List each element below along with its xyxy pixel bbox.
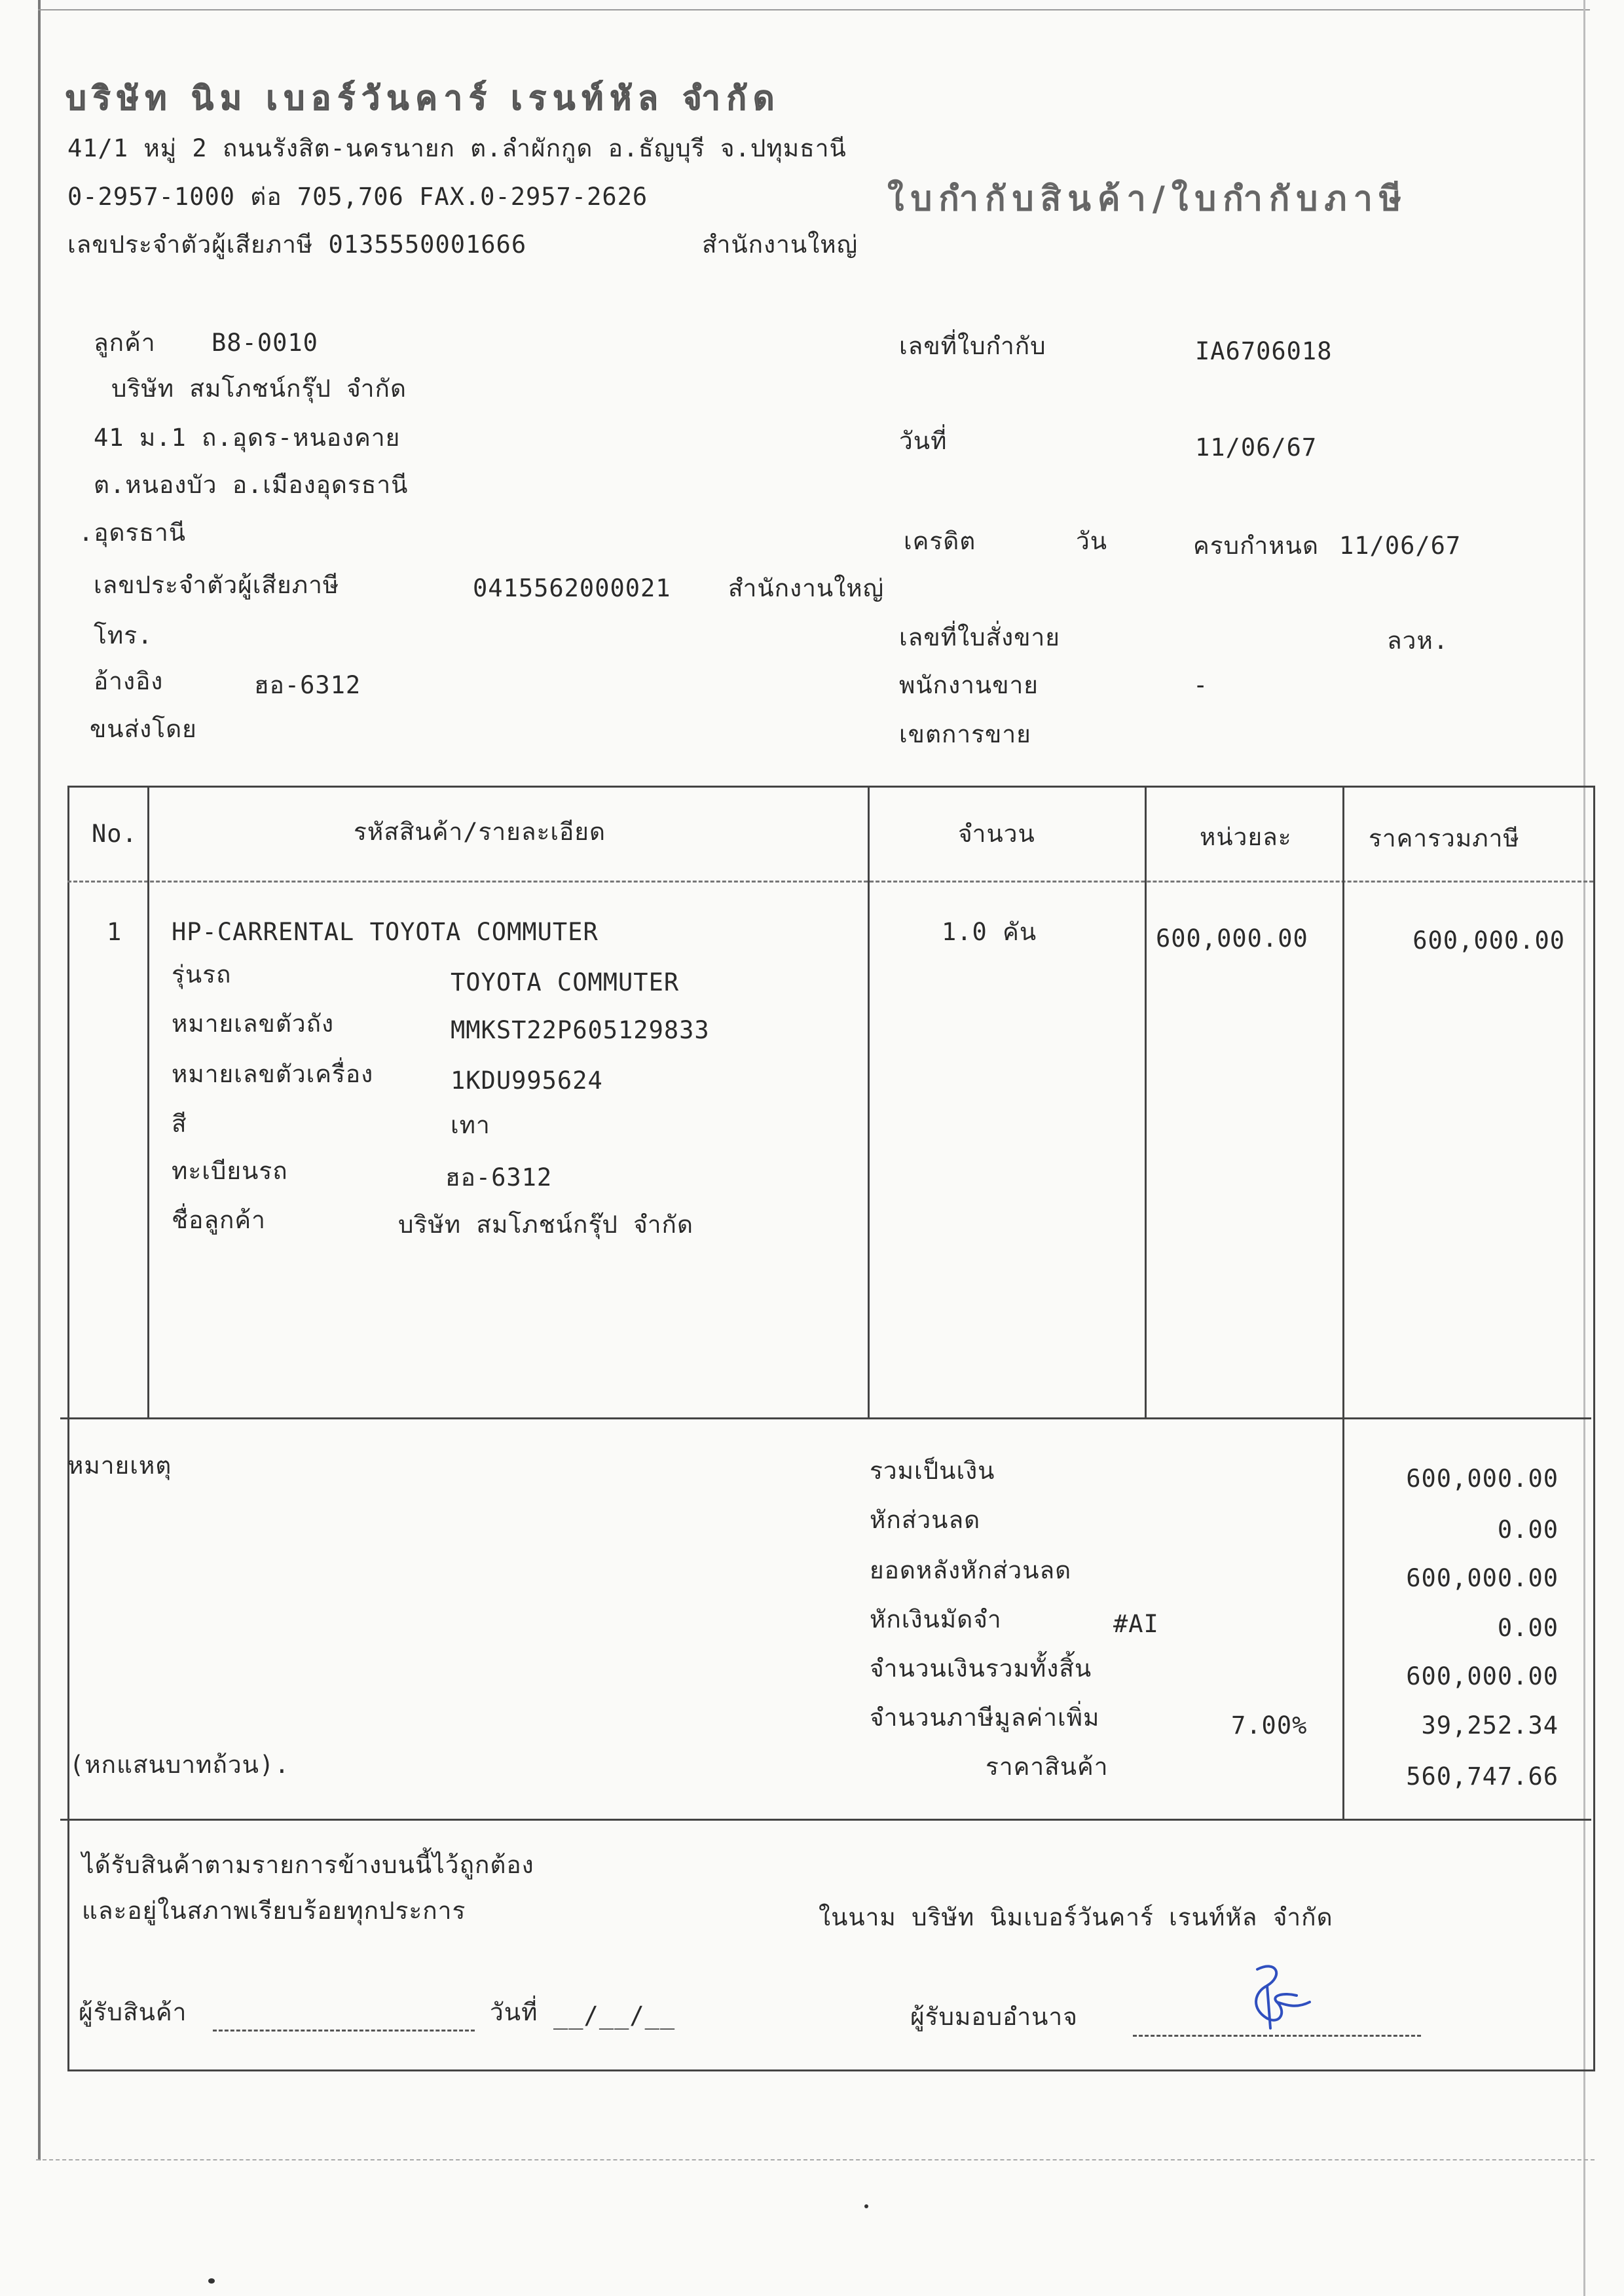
col-divider-2 xyxy=(868,786,870,1417)
header-separator xyxy=(67,881,1593,883)
credit-unit: วัน xyxy=(1076,527,1108,555)
due-label: ครบกำหนด xyxy=(1193,532,1319,560)
header-no: No. xyxy=(92,820,138,848)
summary-value: 39,252.34 xyxy=(1421,1711,1559,1740)
receive-date-label: วันที่ xyxy=(490,1998,538,2026)
detail-value: TOYOTA COMMUTER xyxy=(451,968,680,996)
company-name: บริษัท นิม เบอร์วันคาร์ เรนท์หัล จำกัด xyxy=(65,79,781,117)
summary-label: รวมเป็นเงิน xyxy=(870,1457,995,1485)
invoice-number-label: เลขที่ใบกำกับ xyxy=(899,332,1046,360)
shipping-label: ขนส่งโดย xyxy=(90,715,197,743)
reference-value: ฮอ-6312 xyxy=(254,671,361,699)
customer-code: B8-0010 xyxy=(212,329,318,357)
customer-phone-label: โทร. xyxy=(94,621,153,649)
sales-order-label: เลขที่ใบสั่งขาย xyxy=(899,623,1060,651)
summary-extra: 7.00% xyxy=(1231,1711,1308,1740)
remarks-label: หมายเหตุ xyxy=(67,1451,172,1480)
company-tax-id: เลขประจำตัวผู้เสียภาษี 0135550001666 xyxy=(67,230,527,259)
detail-label: หมายเลขตัวถัง xyxy=(172,1010,335,1038)
summary-value: 600,000.00 xyxy=(1406,1564,1559,1592)
detail-label: ทะเบียนรถ xyxy=(172,1157,288,1185)
detail-label: สี xyxy=(172,1110,187,1138)
detail-value: 1KDU995624 xyxy=(451,1066,603,1095)
summary-value: 0.00 xyxy=(1497,1516,1559,1544)
header-total: ราคารวมภาษี xyxy=(1369,824,1520,852)
summary-label: หักเงินมัดจำ xyxy=(870,1605,1002,1633)
invoice-date: 11/06/67 xyxy=(1195,433,1318,462)
due-date: 11/06/67 xyxy=(1339,532,1462,560)
customer-label: ลูกค้า xyxy=(94,329,156,357)
salesperson-label: พนักงานขาย xyxy=(899,671,1039,699)
col-divider-3 xyxy=(1145,786,1147,1417)
received-line-2: และอยู่ในสภาพเรียบร้อยทุกประการ xyxy=(82,1897,466,1925)
authorized-signature-line xyxy=(1133,2035,1421,2037)
summary-value: 560,747.66 xyxy=(1406,1762,1559,1791)
document-title: ใบกำกับสินค้า/ใบกำกับภาษี xyxy=(887,179,1409,219)
detail-value: ฮอ-6312 xyxy=(445,1163,553,1192)
customer-tax-id-label: เลขประจำตัวผู้เสียภาษี xyxy=(94,571,340,599)
col-divider-4 xyxy=(1342,786,1344,1819)
customer-tax-id: 0415562000021 xyxy=(473,574,671,602)
received-line-1: ได้รับสินค้าตามรายการข้างบนนี้ไว้ถูกต้อง xyxy=(82,1851,534,1879)
scan-edge-bottom xyxy=(36,2159,1595,2162)
salesperson: - xyxy=(1193,671,1209,699)
on-behalf: ในนาม บริษัท นิมเบอร์วันคาร์ เรนท์หัล จำกัด xyxy=(819,1903,1333,1931)
row-qty: 1.0 คัน xyxy=(942,918,1037,946)
detail-label: รุ่นรถ xyxy=(172,960,232,989)
row-no: 1 xyxy=(107,918,122,946)
authorized-label: ผู้รับมอบอำนาจ xyxy=(910,2003,1078,2031)
row-total: 600,000.00 xyxy=(1412,926,1565,955)
detail-value: MMKST22P605129833 xyxy=(451,1016,710,1044)
detail-value: บริษัท สมโภชน์กรุ๊ป จำกัด xyxy=(398,1211,693,1239)
summary-value: 600,000.00 xyxy=(1406,1465,1559,1493)
row-item: HP-CARRENTAL TOYOTA COMMUTER xyxy=(172,918,599,946)
authorized-signature xyxy=(1231,1956,1323,2035)
amount-in-words: (หกแสนบาทถ้วน). xyxy=(69,1751,290,1779)
scan-speck xyxy=(208,2278,215,2284)
reference-label: อ้างอิง xyxy=(94,667,164,695)
customer-address-1: 41 ม.1 ถ.อุดร-หนองคาย xyxy=(94,424,401,452)
detail-label: หมายเลขตัวเครื่อง xyxy=(172,1060,374,1088)
summary-label: ราคาสินค้า xyxy=(986,1753,1109,1781)
detail-value: เทา xyxy=(451,1111,490,1139)
company-branch: สำนักงานใหญ่ xyxy=(702,230,858,259)
row-unit-price: 600,000.00 xyxy=(1156,924,1308,953)
customer-address-2: ต.หนองบัว อ.เมืองอุดรธานี xyxy=(94,471,409,499)
summary-label: จำนวนภาษีมูลค่าเพิ่ม xyxy=(870,1704,1100,1732)
credit-label: เครดิต xyxy=(904,527,976,555)
summary-label: หักส่วนลด xyxy=(870,1506,981,1534)
company-phone-fax: 0-2957-1000 ต่อ 705,706 FAX.0-2957-2626 xyxy=(67,183,648,211)
col-divider-1 xyxy=(147,786,149,1417)
summary-extra: #AI xyxy=(1113,1610,1159,1638)
receiver-signature-line xyxy=(213,2030,475,2032)
invoice-date-label: วันที่ xyxy=(899,427,948,455)
summary-bottom-line xyxy=(60,1819,1591,1821)
scan-speck xyxy=(864,2204,868,2208)
summary-value: 0.00 xyxy=(1497,1614,1559,1642)
sales-order: ลวห. xyxy=(1387,627,1449,655)
items-bottom-line xyxy=(60,1417,1591,1419)
receive-date-blank: __/__/__ xyxy=(553,2001,676,2030)
company-address: 41/1 หมู่ 2 ถนนรังสิต-นครนายก ต.ลำผักกูด อ.ธัญบุรี จ.ปทุมธานี xyxy=(67,134,847,162)
page-edge-top xyxy=(38,9,1590,10)
header-quantity: จำนวน xyxy=(958,820,1035,848)
receiver-label: ผู้รับสินค้า xyxy=(79,1998,187,2026)
sales-area-label: เขตการขาย xyxy=(899,720,1031,748)
invoice-number: IA6706018 xyxy=(1195,337,1333,365)
customer-tax-branch: สำนักงานใหญ่ xyxy=(728,574,885,602)
summary-label: จำนวนเงินรวมทั้งสิ้น xyxy=(870,1654,1092,1683)
header-description: รหัสสินค้า/รายละเอียด xyxy=(354,818,606,846)
header-unit-price: หน่วยละ xyxy=(1200,823,1292,851)
page-edge-left xyxy=(38,0,41,2160)
customer-address-3: .อุดรธานี xyxy=(79,519,187,547)
detail-label: ชื่อลูกค้า xyxy=(172,1206,266,1234)
customer-name: บริษัท สมโภชน์กรุ๊ป จำกัด xyxy=(111,374,407,403)
summary-label: ยอดหลังหักส่วนลด xyxy=(870,1556,1072,1584)
summary-value: 600,000.00 xyxy=(1406,1662,1559,1690)
